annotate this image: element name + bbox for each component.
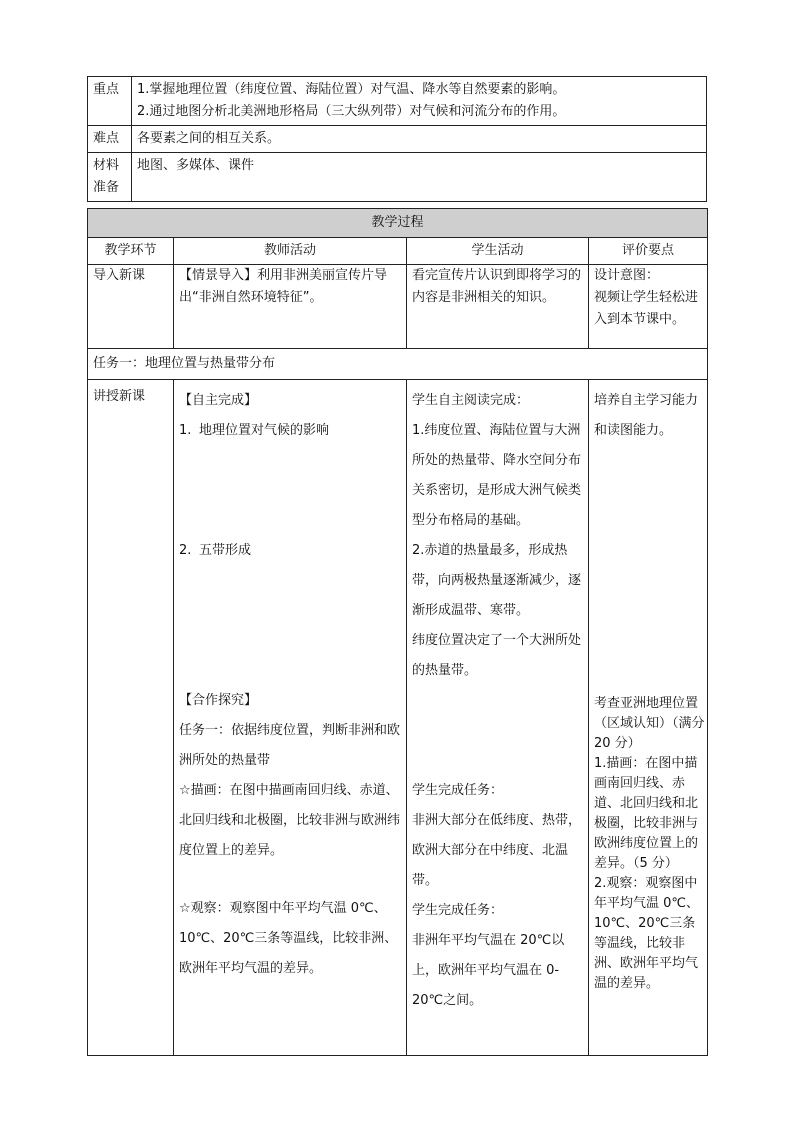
teacher-item-2 (179, 536, 401, 566)
key-points-label: 重点 (88, 77, 132, 126)
process-table (87, 208, 708, 1056)
intro-eval-title: 设计意图： (594, 268, 660, 283)
materials-label-line-1: 材料 (93, 158, 120, 173)
column-header-row (88, 238, 708, 265)
header-student: 学生活动 (407, 238, 589, 265)
student-task-1: 非洲大部分在低纬度、热带，欧洲大部分在中纬度、北温带。 (412, 813, 582, 888)
key-points-row (88, 77, 707, 126)
student-read-title: 学生自主阅读完成： (412, 393, 530, 408)
teacher-item-2-text: 五带形成 (199, 543, 252, 558)
intro-teacher: 【情景导入】利用非洲美丽宣传片导出“非洲自然环境特征”。 (174, 265, 407, 349)
teacher-item-1-text: 地理位置对气候的影响 (199, 423, 330, 438)
intro-eval-text: 视频让学生轻松进入到本节课中。 (594, 290, 699, 327)
eval-draw: 1.描画：在图中描画南回归线、赤道、北回归线和北极圈，比较非洲与欧洲纬度位置上的差异。（5 分） (594, 756, 699, 871)
spacer (412, 686, 583, 776)
student-task-2: 非洲年平均气温在 20℃以上，欧洲年平均气温在 0-20℃之间。 (412, 933, 565, 1008)
teacher-draw: ☆描画：在图中描画南回归线、赤道、北回归线和北极圈，比较非洲与欧洲纬度位置上的差异。 (179, 783, 401, 858)
student-task-2-title: 学生完成任务： (412, 903, 504, 918)
eval-ability: 培养自主学习能力和读图能力。 (594, 393, 699, 438)
header-teacher: 教师活动 (174, 238, 407, 265)
student-read-3: 纬度位置决定了一个大洲所处的热量带。 (412, 633, 582, 678)
intro-row (88, 265, 708, 349)
materials-label-line-2: 准备 (93, 180, 120, 195)
materials-label (88, 153, 132, 202)
intro-stage: 导入新课 (88, 265, 174, 349)
student-read-2: 2.赤道的热量最多，形成热带，向两极热量逐渐减少，逐渐形成温带、寒带。 (412, 543, 582, 618)
lecture-evaluation (589, 380, 708, 1056)
teacher-item-1 (179, 416, 401, 446)
spacer (594, 446, 705, 694)
key-points-content (132, 77, 707, 126)
materials-row (88, 153, 707, 202)
self-study-title: 【自主完成】 (179, 393, 258, 408)
objectives-table (87, 76, 707, 202)
student-read-1: 1.纬度位置、海陆位置与大洲所处的热量带、降水空间分布关系密切，是形成大洲气候类型分布格局的基础。 (412, 423, 582, 528)
eval-observe: 2.观察：观察图中年平均气温 0℃、10℃、20℃三条等温线，比较非洲、欧洲年平均气温的差异。 (594, 876, 700, 991)
spacer (179, 446, 401, 536)
process-title-row (88, 209, 708, 238)
process-title: 教学过程 (88, 209, 708, 238)
cooperation-title: 【合作探究】 (179, 693, 258, 708)
teacher-item-2-num: 2. (179, 543, 192, 558)
header-stage: 教学环节 (88, 238, 174, 265)
key-point-1: 1.掌握地理位置（纬度位置、海陆位置）对气温、降水等自然要素的影响。 (137, 82, 566, 97)
spacer (179, 866, 401, 894)
intro-student: 看完宣传片认识到即将学习的内容是非洲相关的知识。 (407, 265, 589, 349)
lecture-row (88, 380, 708, 1056)
spacer (179, 566, 401, 686)
teacher-item-1-num: 1. (179, 423, 192, 438)
difficulty-content: 各要素之间的相互关系。 (132, 126, 707, 153)
teacher-observe: ☆观察：观察图中年平均气温 0℃、10℃、20℃三条等温线，比较非洲、欧洲年平均气温的差异。 (179, 901, 398, 976)
task1-row (88, 349, 708, 380)
teacher-task: 任务一：依据纬度位置，判断非洲和欧洲所处的热量带 (179, 723, 401, 768)
lecture-stage: 讲授新课 (88, 380, 174, 1056)
header-evaluation: 评价要点 (589, 238, 708, 265)
materials-content: 地图、多媒体、课件 (132, 153, 707, 202)
difficulty-label: 难点 (88, 126, 132, 153)
eval-assessment: 考查亚洲地理位置（区域认知）（满分 20 分） (594, 696, 705, 751)
task1-title: 任务一：地理位置与热量带分布 (88, 349, 708, 380)
key-point-2: 2.通过地图分析北美洲地形格局（三大纵列带）对气候和河流分布的作用。 (137, 104, 566, 119)
lecture-teacher (174, 380, 407, 1056)
lecture-student (407, 380, 589, 1056)
student-task-1-title: 学生完成任务： (412, 783, 504, 798)
intro-evaluation (589, 265, 708, 349)
difficulty-row (88, 126, 707, 153)
